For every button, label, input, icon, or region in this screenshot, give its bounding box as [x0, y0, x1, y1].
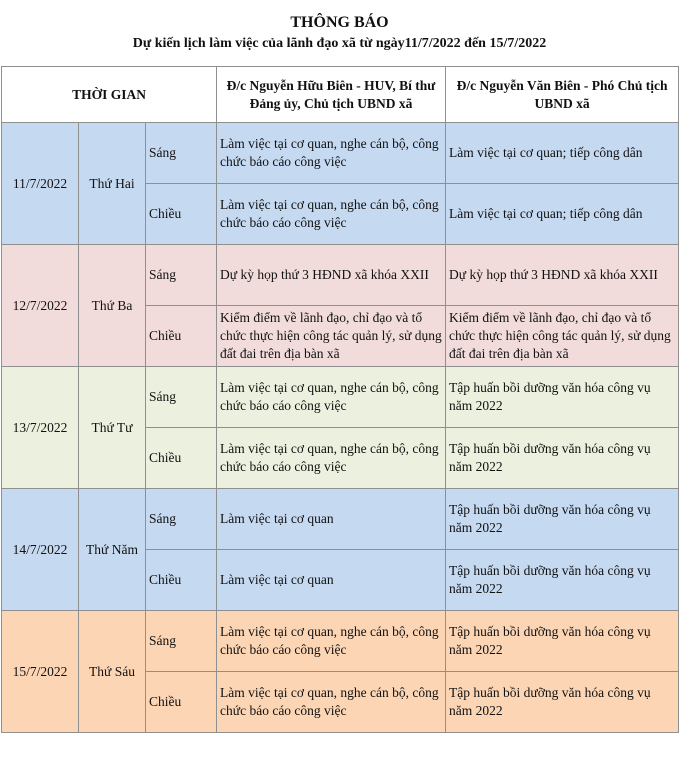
session-cell: Chiều [146, 428, 217, 489]
leader1-task-cell: Làm việc tại cơ quan [217, 550, 446, 611]
weekday-cell: Thứ Hai [79, 123, 146, 245]
leader2-task-cell: Dự kỳ họp thứ 3 HĐND xã khóa XXII [446, 245, 679, 306]
schedule-table [1, 66, 679, 733]
table-row [2, 123, 679, 184]
header-row [2, 67, 679, 123]
date-cell: 13/7/2022 [2, 367, 79, 489]
table-row [2, 611, 679, 672]
page-title: THÔNG BÁO [290, 14, 389, 31]
header-time: THỜI GIAN [2, 67, 217, 123]
date-cell: 14/7/2022 [2, 489, 79, 611]
session-cell: Sáng [146, 245, 217, 306]
weekday-cell: Thứ Tư [79, 367, 146, 489]
weekday-cell: Thứ Năm [79, 489, 146, 611]
leader2-task-cell: Tập huấn bồi dưỡng văn hóa công vụ năm 2022 [446, 611, 679, 672]
leader1-task-cell: Làm việc tại cơ quan, nghe cán bộ, công chức báo cáo công việc [217, 672, 446, 733]
page-subtitle: Dự kiến lịch làm việc của lãnh đạo xã từ ngày11/7/2022 đến 15/7/2022 [132, 36, 547, 51]
session-cell: Chiều [146, 184, 217, 245]
leader2-task-cell: Kiểm điểm về lãnh đạo, chỉ đạo và tổ chức thực hiện công tác quản lý, sử dụng đất đai trên địa bàn xã [446, 306, 679, 367]
session-cell: Sáng [146, 489, 217, 550]
session-cell: Sáng [146, 611, 217, 672]
leader2-task-cell: Tập huấn bồi dưỡng văn hóa công vụ năm 2022 [446, 367, 679, 428]
leader1-task-cell: Làm việc tại cơ quan, nghe cán bộ, công chức báo cáo công việc [217, 123, 446, 184]
leader2-task-cell: Tập huấn bồi dưỡng văn hóa công vụ năm 2022 [446, 672, 679, 733]
leader1-task-cell: Làm việc tại cơ quan, nghe cán bộ, công chức báo cáo công việc [217, 428, 446, 489]
leader2-task-cell: Làm việc tại cơ quan; tiếp công dân [446, 123, 679, 184]
leader2-task-cell: Làm việc tại cơ quan; tiếp công dân [446, 184, 679, 245]
session-cell: Chiều [146, 550, 217, 611]
leader1-task-cell: Kiểm điểm về lãnh đạo, chỉ đạo và tổ chức thực hiện công tác quản lý, sử dụng đất đai trên địa bàn xã [217, 306, 446, 367]
header-leader2: Đ/c Nguyễn Văn Biên - Phó Chủ tịch UBND xã [446, 67, 679, 123]
leader2-task-cell: Tập huấn bồi dưỡng văn hóa công vụ năm 2022 [446, 489, 679, 550]
date-cell: 15/7/2022 [2, 611, 79, 733]
table-row [2, 367, 679, 428]
date-cell: 12/7/2022 [2, 245, 79, 367]
leader1-task-cell: Làm việc tại cơ quan [217, 489, 446, 550]
date-cell: 11/7/2022 [2, 123, 79, 245]
session-cell: Sáng [146, 367, 217, 428]
header-leader1: Đ/c Nguyễn Hữu Biên - HUV, Bí thư Đảng ủy, Chủ tịch UBND xã [217, 67, 446, 123]
leader1-task-cell: Dự kỳ họp thứ 3 HĐND xã khóa XXII [217, 245, 446, 306]
table-row [2, 245, 679, 306]
weekday-cell: Thứ Sáu [79, 611, 146, 733]
schedule-body [2, 123, 679, 733]
weekday-cell: Thứ Ba [79, 245, 146, 367]
session-cell: Chiều [146, 672, 217, 733]
leader1-task-cell: Làm việc tại cơ quan, nghe cán bộ, công chức báo cáo công việc [217, 611, 446, 672]
table-row [2, 489, 679, 550]
session-cell: Chiều [146, 306, 217, 367]
leader1-task-cell: Làm việc tại cơ quan, nghe cán bộ, công chức báo cáo công việc [217, 367, 446, 428]
session-cell: Sáng [146, 123, 217, 184]
leader2-task-cell: Tập huấn bồi dưỡng văn hóa công vụ năm 2022 [446, 550, 679, 611]
leader2-task-cell: Tập huấn bồi dưỡng văn hóa công vụ năm 2022 [446, 428, 679, 489]
leader1-task-cell: Làm việc tại cơ quan, nghe cán bộ, công chức báo cáo công việc [217, 184, 446, 245]
